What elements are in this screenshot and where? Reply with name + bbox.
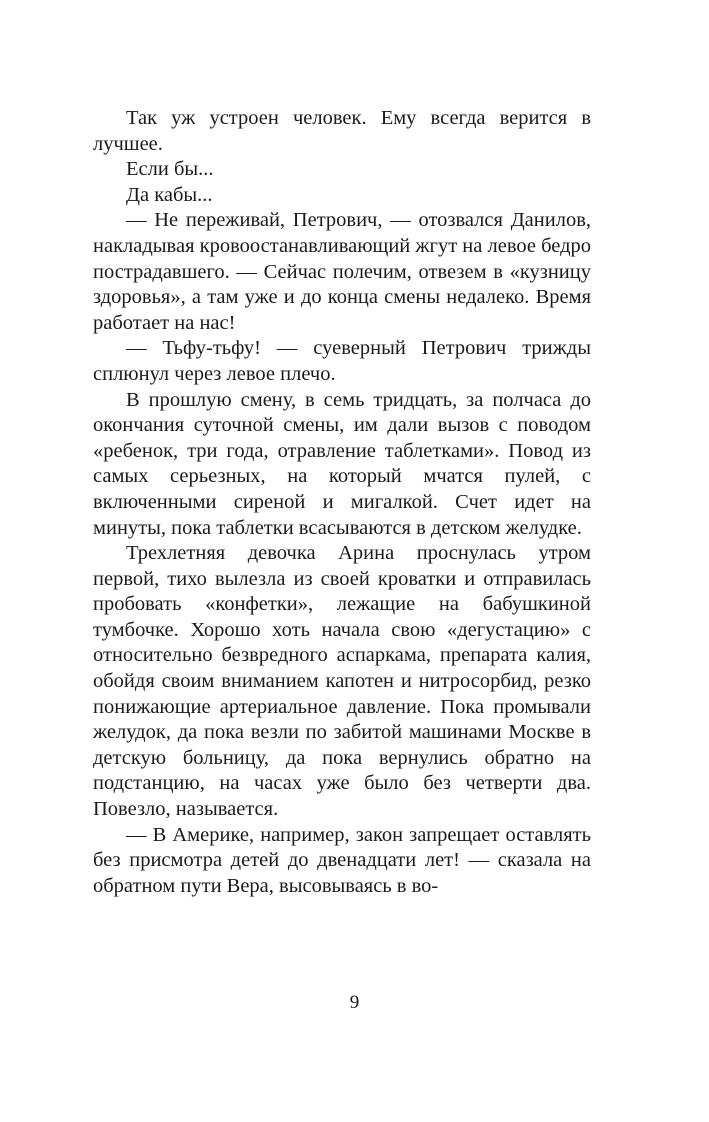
paragraph: — Тьфу-тьфу! — суеверный Петрович трижды сплюнул через левое плечо.	[93, 337, 591, 385]
paragraph: — Не переживай, Петрович, — отозвался Данилов, накладывая кровоостанавливающий жгут на левое бедро пострадавшего. — Сейчас полечим, отвезем в «кузницу здоровья», а там уже и до конца смены недалеко. Время работает на нас!	[93, 209, 592, 334]
paragraph: Так уж устроен человек. Ему всегда верится в лучшее.	[93, 107, 591, 155]
page-body	[93, 106, 591, 899]
paragraph: Трехлетняя девочка Арина проснулась утром первой, тихо вылезла из своей кроватки и отправилась пробовать «конфетки», лежащие на бабушкиной тумбочке. Хорошо хоть начала свою «дегустацию» с относительно безвредного аспаркама, препарата калия, обойдя своим вниманием капотен и нитросорбид, резко понижающие артериальное давление. Пока промывали желудок, да пока везли по забитой машинами Москве в детскую больницу, да пока вернулись обратно на подстанцию, на часах уже было без четверти два. Повезло, называется.	[93, 542, 591, 821]
paragraph: Если бы...	[126, 158, 214, 181]
paragraph: — В Америке, например, закон запрещает оставлять без присмотра детей до двенадцати лет! — сказала на обратном пути Вера, высовываясь в во-	[93, 823, 591, 897]
paragraph: Да кабы...	[126, 183, 213, 206]
paragraph: В прошлую смену, в семь тридцать, за полчаса до окончания суточной смены, им дали вызов с поводом «ребенок, три года, отравление таблетками». Повод из самых серьезных, на который мчатся пулей, с включенными сиреной и мигалкой. Счет идет на минуты, пока таблетки всасываются в детском желудке.	[93, 388, 591, 539]
page-number: 9	[349, 992, 360, 1013]
